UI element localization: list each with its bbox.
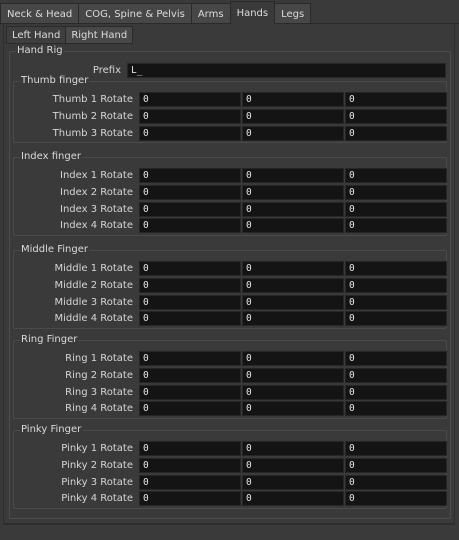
thumb-2-rotate-y-field[interactable]: 0 <box>242 109 344 124</box>
ring-3-rotate-label: Ring 3 Rotate <box>65 386 133 398</box>
hand-side-tab-bar <box>6 26 132 44</box>
pinky-rotate-row <box>14 441 446 456</box>
pinky-2-rotate-label: Pinky 2 Rotate <box>61 459 133 471</box>
thumb-2-rotate-x-field[interactable]: 0 <box>139 109 241 124</box>
index-4-rotate-y-field[interactable]: 0 <box>242 218 344 233</box>
index-rotate-row <box>14 202 446 217</box>
thumb-2-rotate-z-field[interactable]: 0 <box>345 109 447 124</box>
pinky-4-rotate-z-field[interactable]: 0 <box>345 491 447 506</box>
thumb-finger-group <box>13 75 447 143</box>
middle-rotate-row <box>14 278 446 293</box>
ring-rotate-row <box>14 401 446 416</box>
thumb-rotate-row <box>14 126 446 141</box>
thumb-3-rotate-z-field[interactable]: 0 <box>345 126 447 141</box>
ring-finger-group <box>13 334 447 419</box>
pinky-rotate-row <box>14 458 446 473</box>
middle-4-rotate-y-field[interactable]: 0 <box>242 311 344 326</box>
ring-2-rotate-label: Ring 2 Rotate <box>65 369 133 381</box>
hand-rig-title: Hand Rig <box>17 45 63 56</box>
middle-3-rotate-x-field[interactable]: 0 <box>139 295 241 310</box>
middle-4-rotate-z-field[interactable]: 0 <box>345 311 447 326</box>
index-rotate-row <box>14 185 446 200</box>
index-4-rotate-z-field[interactable]: 0 <box>345 218 447 233</box>
ring-1-rotate-label: Ring 1 Rotate <box>65 353 133 364</box>
index-2-rotate-z-field[interactable]: 0 <box>345 185 447 200</box>
panel-bottom-edge <box>3 524 455 527</box>
index-rotate-row <box>14 218 446 233</box>
thumb-rotate-row <box>14 109 446 124</box>
tab-right-hand[interactable]: Right Hand <box>65 26 133 44</box>
middle-3-rotate-z-field[interactable]: 0 <box>345 295 447 310</box>
pinky-4-rotate-label: Pinky 4 Rotate <box>61 493 133 505</box>
pinky-2-rotate-x-field[interactable]: 0 <box>139 458 241 473</box>
ring-1-rotate-y-field[interactable]: 0 <box>242 351 344 366</box>
index-3-rotate-y-field[interactable]: 0 <box>242 202 344 217</box>
index-1-rotate-y-field[interactable]: 0 <box>242 168 344 183</box>
middle-4-rotate-label: Middle 4 Rotate <box>54 313 133 325</box>
middle-1-rotate-label: Middle 1 Rotate <box>54 263 133 274</box>
pinky-1-rotate-z-field[interactable]: 0 <box>345 441 447 456</box>
middle-1-rotate-z-field[interactable]: 0 <box>345 261 447 276</box>
index-3-rotate-z-field[interactable]: 0 <box>345 202 447 217</box>
index-1-rotate-label: Index 1 Rotate <box>60 170 133 181</box>
ring-1-rotate-z-field[interactable]: 0 <box>345 351 447 366</box>
middle-finger-group <box>13 244 447 329</box>
middle-1-rotate-y-field[interactable]: 0 <box>242 261 344 276</box>
middle-4-rotate-x-field[interactable]: 0 <box>139 311 241 326</box>
pinky-2-rotate-z-field[interactable]: 0 <box>345 458 447 473</box>
middle-2-rotate-label: Middle 2 Rotate <box>54 279 133 291</box>
middle-finger-title: Middle Finger <box>21 244 88 255</box>
pinky-3-rotate-label: Pinky 3 Rotate <box>61 476 133 488</box>
tab-cog-spine-pelvis[interactable]: COG, Spine & Pelvis <box>78 3 192 24</box>
tab-arms[interactable]: Arms <box>191 3 231 24</box>
pinky-rotate-row <box>14 491 446 506</box>
middle-rotate-row <box>14 295 446 310</box>
index-3-rotate-label: Index 3 Rotate <box>60 203 133 215</box>
index-2-rotate-x-field[interactable]: 0 <box>139 185 241 200</box>
hand-rig-group <box>9 45 451 519</box>
tab-neck-head[interactable]: Neck & Head <box>0 3 79 24</box>
index-4-rotate-x-field[interactable]: 0 <box>139 218 241 233</box>
pinky-4-rotate-x-field[interactable]: 0 <box>139 491 241 506</box>
pinky-finger-group <box>13 424 447 509</box>
prefix-label: Prefix <box>92 65 121 76</box>
main-tab-bar <box>0 0 459 24</box>
index-3-rotate-x-field[interactable]: 0 <box>139 202 241 217</box>
index-4-rotate-label: Index 4 Rotate <box>60 220 133 232</box>
thumb-1-rotate-z-field[interactable]: 0 <box>345 92 447 107</box>
middle-1-rotate-x-field[interactable]: 0 <box>139 261 241 276</box>
index-rotate-row <box>14 168 446 183</box>
index-1-rotate-x-field[interactable]: 0 <box>139 168 241 183</box>
index-finger-title: Index finger <box>21 151 81 162</box>
thumb-1-rotate-x-field[interactable]: 0 <box>139 92 241 107</box>
tab-hands[interactable]: Hands <box>230 1 276 24</box>
middle-2-rotate-y-field[interactable]: 0 <box>242 278 344 293</box>
prefix-input[interactable]: L_ <box>127 63 446 78</box>
index-2-rotate-label: Index 2 Rotate <box>60 186 133 198</box>
thumb-finger-title: Thumb finger <box>21 75 89 86</box>
thumb-2-rotate-label: Thumb 2 Rotate <box>52 110 133 122</box>
tab-legs[interactable]: Legs <box>274 3 311 24</box>
ring-3-rotate-x-field[interactable]: 0 <box>139 385 241 400</box>
ring-2-rotate-x-field[interactable]: 0 <box>139 368 241 383</box>
middle-2-rotate-x-field[interactable]: 0 <box>139 278 241 293</box>
thumb-3-rotate-y-field[interactable]: 0 <box>242 126 344 141</box>
pinky-2-rotate-y-field[interactable]: 0 <box>242 458 344 473</box>
ring-4-rotate-x-field[interactable]: 0 <box>139 401 241 416</box>
pinky-1-rotate-y-field[interactable]: 0 <box>242 441 344 456</box>
ring-finger-title: Ring Finger <box>21 334 78 345</box>
pinky-1-rotate-x-field[interactable]: 0 <box>139 441 241 456</box>
middle-3-rotate-y-field[interactable]: 0 <box>242 295 344 310</box>
middle-rotate-row <box>14 261 446 276</box>
pinky-finger-title: Pinky Finger <box>21 424 82 435</box>
index-finger-group <box>13 151 447 236</box>
thumb-1-rotate-y-field[interactable]: 0 <box>242 92 344 107</box>
tab-left-hand[interactable]: Left Hand <box>6 26 66 44</box>
pinky-rotate-row <box>14 475 446 490</box>
ring-4-rotate-y-field[interactable]: 0 <box>242 401 344 416</box>
middle-3-rotate-label: Middle 3 Rotate <box>54 296 133 308</box>
ring-rotate-row <box>14 368 446 383</box>
index-1-rotate-z-field[interactable]: 0 <box>345 168 447 183</box>
ring-2-rotate-z-field[interactable]: 0 <box>345 368 447 383</box>
pinky-3-rotate-x-field[interactable]: 0 <box>139 475 241 490</box>
pinky-1-rotate-label: Pinky 1 Rotate <box>61 443 133 454</box>
middle-rotate-row <box>14 311 446 326</box>
ring-3-rotate-y-field[interactable]: 0 <box>242 385 344 400</box>
pinky-3-rotate-y-field[interactable]: 0 <box>242 475 344 490</box>
ring-4-rotate-label: Ring 4 Rotate <box>65 403 133 415</box>
thumb-rotate-row <box>14 92 446 107</box>
ring-rotate-row <box>14 385 446 400</box>
ring-3-rotate-z-field[interactable]: 0 <box>345 385 447 400</box>
thumb-3-rotate-label: Thumb 3 Rotate <box>52 127 133 139</box>
pinky-3-rotate-z-field[interactable]: 0 <box>345 475 447 490</box>
index-2-rotate-y-field[interactable]: 0 <box>242 185 344 200</box>
pinky-4-rotate-y-field[interactable]: 0 <box>242 491 344 506</box>
ring-4-rotate-z-field[interactable]: 0 <box>345 401 447 416</box>
hands-panel <box>3 24 455 524</box>
ring-rotate-row <box>14 351 446 366</box>
thumb-1-rotate-label: Thumb 1 Rotate <box>52 94 133 105</box>
thumb-3-rotate-x-field[interactable]: 0 <box>139 126 241 141</box>
middle-2-rotate-z-field[interactable]: 0 <box>345 278 447 293</box>
ring-1-rotate-x-field[interactable]: 0 <box>139 351 241 366</box>
ring-2-rotate-y-field[interactable]: 0 <box>242 368 344 383</box>
